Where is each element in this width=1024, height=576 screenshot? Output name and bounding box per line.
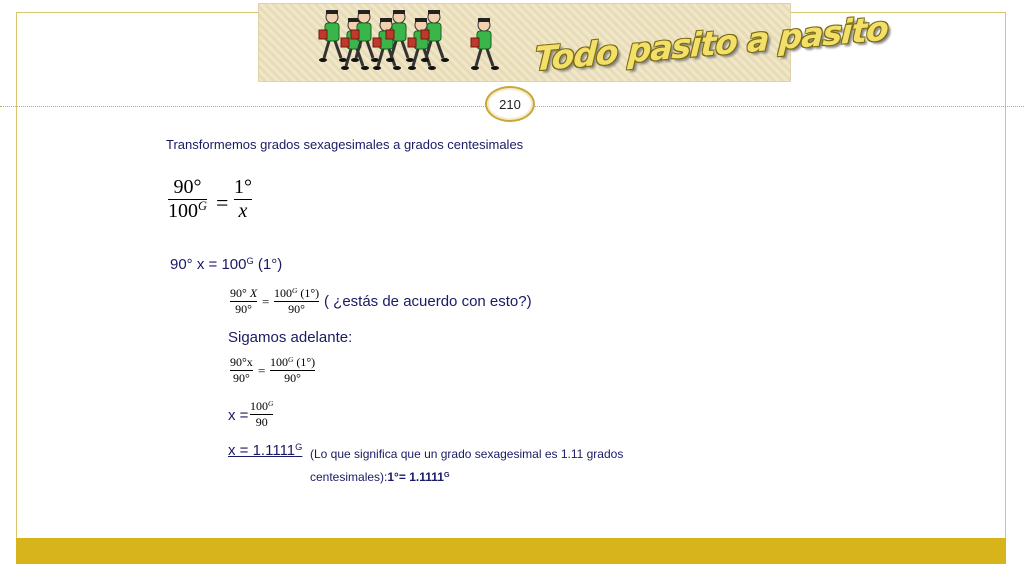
eq5-lhs: x = xyxy=(228,407,249,424)
eq3-right-fraction xyxy=(274,286,319,317)
equation-line-2: 90° $x = 100^G$ (1°) xyxy=(170,255,283,273)
eq1-left-numerator: 90° xyxy=(173,176,202,198)
page-number: 210 xyxy=(499,96,521,112)
sigamos-text: Sigamos adelante: xyxy=(228,329,353,346)
result-line: $x = 1.1111^G$ xyxy=(228,441,303,459)
eq3-left-denominator: 90° xyxy=(235,302,252,316)
eq1-left-fraction xyxy=(168,176,207,223)
walking-man-figure xyxy=(471,18,499,70)
eq4-left-fraction xyxy=(230,355,253,386)
note-line-2: centesimales):1°= $1.1111^G$ xyxy=(310,469,450,484)
banner-title: Todo pasito a pasito xyxy=(533,8,889,79)
walking-man-figure xyxy=(319,10,347,62)
eq5-fraction xyxy=(250,399,273,430)
page-number-badge xyxy=(485,86,535,122)
eq4-right-numerator: $100^G$ (1°) xyxy=(270,354,316,369)
intro-text: Transformemos grados sexagesimales a grados centesimales xyxy=(166,137,524,152)
eq3-left-numerator: 90° X xyxy=(230,286,258,300)
eq1-right-numerator: 1° xyxy=(234,176,252,198)
walking-man-figure xyxy=(351,10,379,62)
eq3-right-numerator: $100^G$ (1°) xyxy=(274,285,320,300)
eq1-left-denominator: $100^G$ xyxy=(168,199,207,222)
eq4-right-fraction xyxy=(270,355,315,386)
question-text: ( ¿estás de acuerdo con esto?) xyxy=(324,293,532,310)
note-line-1: (Lo que significa que un grado sexagesimal es 1.11 grados xyxy=(310,447,624,461)
eq3-right-denominator: 90° xyxy=(288,302,305,316)
eq1-equals: = xyxy=(216,190,229,215)
footer-bar xyxy=(16,538,1006,564)
eq5-denominator: 90 xyxy=(255,415,268,429)
eq4-right-denominator: 90° xyxy=(284,371,301,385)
eq4-left-numerator: 90°x xyxy=(230,355,253,369)
eq1-right-fraction xyxy=(234,176,252,223)
eq4-left-denominator: 90° xyxy=(233,371,250,385)
header-banner xyxy=(258,3,889,82)
eq4-equals: = xyxy=(258,363,266,378)
eq1-right-denominator: x xyxy=(238,200,248,222)
eq3-equals: = xyxy=(262,294,270,309)
eq5-numerator: $100^G$ xyxy=(250,398,274,413)
eq3-left-fraction xyxy=(230,286,257,317)
